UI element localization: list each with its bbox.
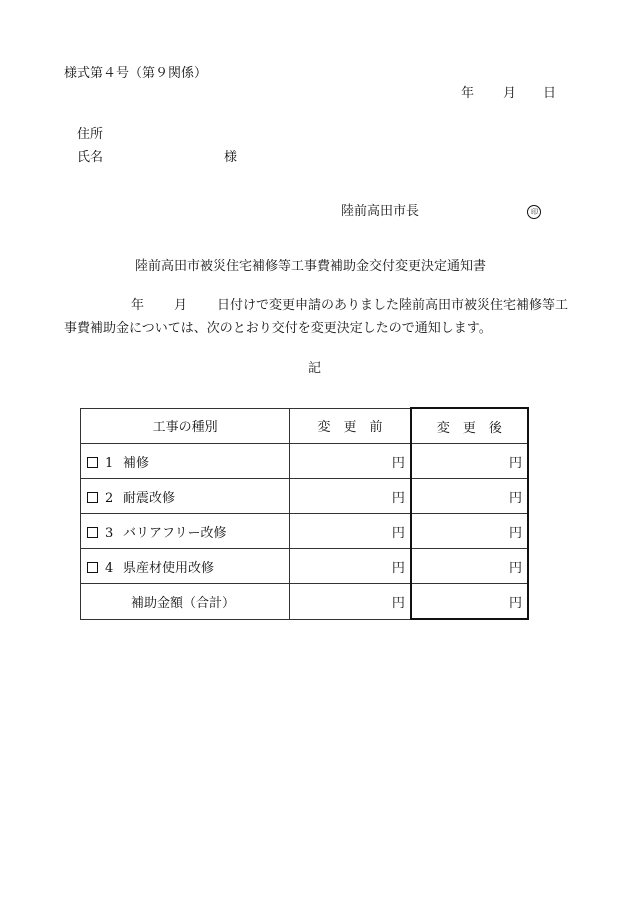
issue-date [461, 86, 556, 102]
total-label: 補助金額（合計） [81, 584, 290, 620]
before-amount-cell[interactable]: 円 [290, 444, 411, 479]
work-type-cell [81, 479, 290, 514]
work-type-cell [81, 514, 290, 549]
address-label: 住所 [77, 127, 104, 142]
before-amount-cell[interactable]: 円 [290, 514, 411, 549]
date-year: 年 [461, 86, 475, 101]
work-type-label: 耐震改修 [123, 490, 176, 506]
honorific: 様 [224, 150, 238, 165]
before-amount-cell[interactable]: 円 [290, 479, 411, 514]
header-before-change: 変 更 前 [290, 408, 411, 444]
work-type-label: 補修 [123, 455, 150, 471]
after-amount-cell[interactable]: 円 [411, 444, 528, 479]
table-row [81, 444, 529, 479]
before-amount-cell[interactable]: 円 [290, 549, 411, 584]
table-row [81, 514, 529, 549]
row-number: 2 [105, 490, 114, 506]
seal-mark: 印 [527, 205, 541, 219]
table-row [81, 549, 529, 584]
header-after-change: 変 更 後 [411, 408, 528, 444]
total-after-cell[interactable]: 円 [411, 584, 528, 620]
work-type-label: バリアフリー改修 [123, 525, 227, 541]
body-year: 年 [131, 298, 145, 313]
date-month: 月 [503, 86, 517, 101]
work-type-label: 県産材使用改修 [123, 560, 215, 576]
date-day: 日 [543, 86, 557, 101]
total-row [81, 584, 529, 620]
row-number: 3 [105, 525, 114, 541]
issuer-title: 陸前高田市長 [341, 204, 420, 219]
work-type-cell [81, 549, 290, 584]
checkbox[interactable] [87, 562, 98, 573]
body-line-1 [64, 298, 568, 314]
ki-heading: 記 [308, 361, 322, 376]
after-amount-cell[interactable]: 円 [411, 549, 528, 584]
body-line-2: 事費補助金については、次のとおり交付を変更決定したので通知します。 [64, 321, 492, 336]
form-number: 様式第４号（第９関係） [64, 66, 208, 81]
checkbox[interactable] [87, 457, 98, 468]
total-before-cell[interactable]: 円 [290, 584, 411, 620]
body-line-1-text: 日付けで変更申請のありました陸前高田市被災住宅補修等工 [217, 298, 569, 313]
table-row [81, 479, 529, 514]
row-number: 1 [105, 455, 114, 471]
checkbox[interactable] [87, 527, 98, 538]
after-amount-cell[interactable]: 円 [411, 514, 528, 549]
document-title: 陸前高田市被災住宅補修等工事費補助金交付変更決定通知書 [135, 259, 487, 274]
checkbox[interactable] [87, 492, 98, 503]
table-header-row [81, 408, 529, 444]
work-type-cell [81, 444, 290, 479]
subsidy-amount-table [80, 407, 529, 620]
header-work-type: 工事の種別 [81, 408, 290, 444]
name-label: 氏名 [77, 150, 104, 165]
after-amount-cell[interactable]: 円 [411, 479, 528, 514]
row-number: 4 [105, 560, 114, 576]
body-month: 月 [174, 298, 188, 313]
